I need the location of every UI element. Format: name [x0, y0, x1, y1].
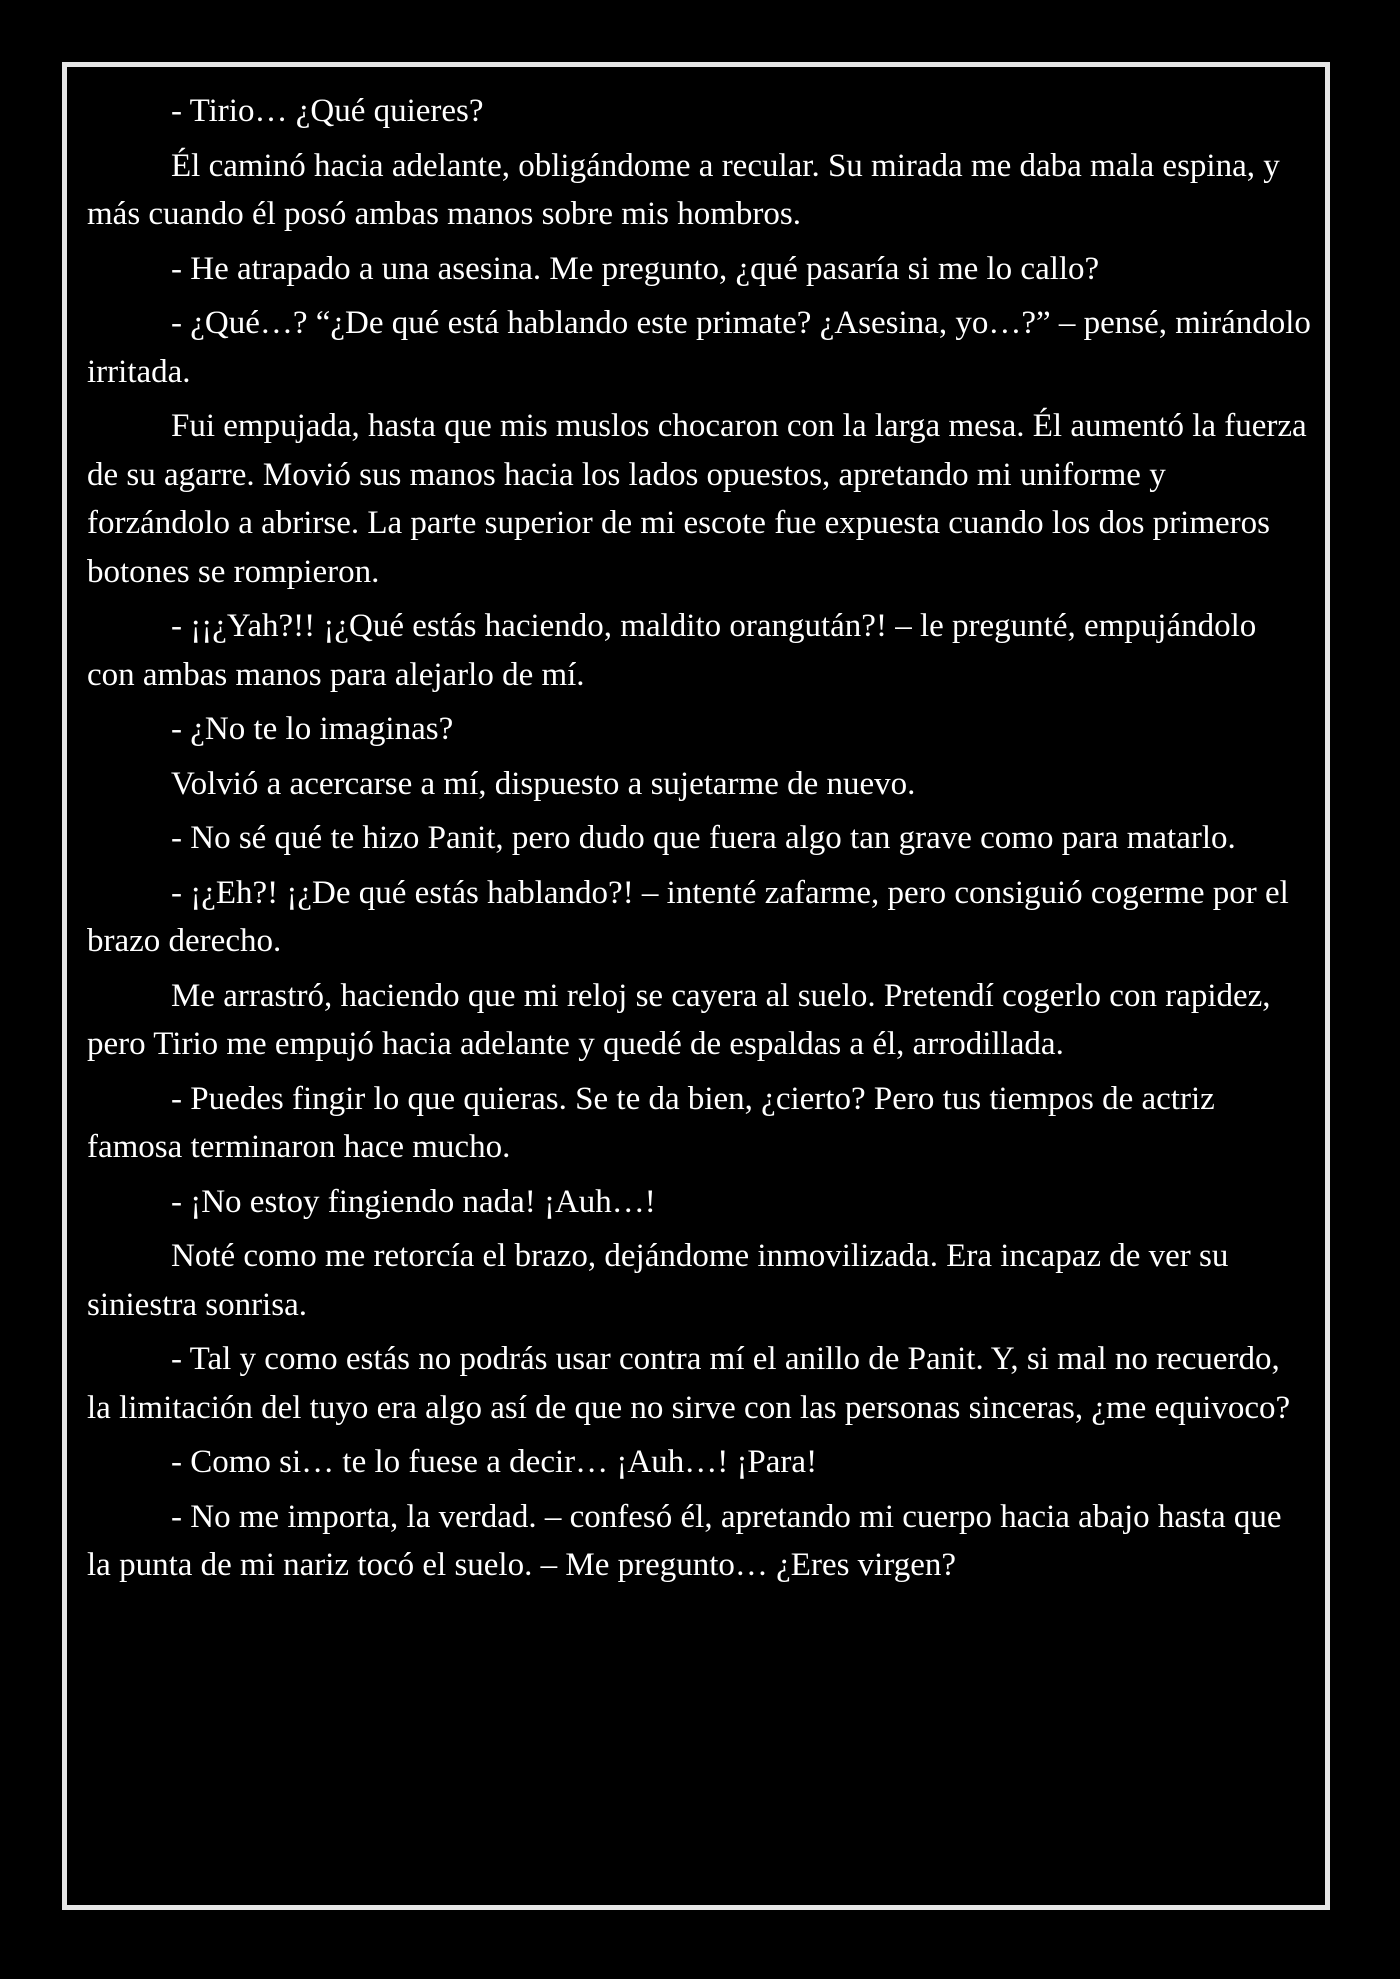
paragraph-1: - Tirio… ¿Qué quieres? — [171, 93, 484, 129]
story-text — [87, 87, 1311, 1596]
paragraph-9: - No sé qué te hizo Panit, pero dudo que fuera algo tan grave como para matarlo. — [171, 820, 1236, 856]
paragraph-16: - Como si… te lo fuese a decir… ¡Auh…! ¡Para! — [171, 1444, 818, 1480]
paragraph-11: Me arrastró, haciendo que mi reloj se cayera al suelo. Pretendí cogerlo con rapidez, pero Tirio me empujó hacia adelante y quedé de espaldas a él, arrodillada. — [87, 977, 1271, 1062]
paragraph-15: - Tal y como estás no podrás usar contra mí el anillo de Panit. Y, si mal no recuerdo, la limitación del tuyo era algo así de que no sirve con las personas sinceras, ¿me equivoco? — [87, 1341, 1291, 1426]
paragraph-8: Volvió a acercarse a mí, dispuesto a sujetarme de nuevo. — [171, 765, 916, 802]
paragraph-7: - ¿No te lo imaginas? — [171, 711, 454, 747]
paragraph-17: - No me importa, la verdad. – confesó él, apretando mi cuerpo hacia abajo hasta que la punta de mi nariz tocó el suelo. – Me pregunto… ¿Eres virgen? — [87, 1498, 1282, 1583]
paragraph-5: Fui empujada, hasta que mis muslos chocaron con la larga mesa. Él aumentó la fuerza de su agarre. Movió sus manos hacia los lados opuestos, apretando mi uniforme y forzándolo a abrirse. La parte superior de mi escote fue expuesta cuando los dos primeros botones se rompieron. — [87, 408, 1307, 590]
paragraph-6: - ¡¡¿Yah?!! ¡¿Qué estás haciendo, maldito orangután?! – le pregunté, empujándolo con ambas manos para alejarlo de mí. — [87, 608, 1257, 693]
paragraph-14: Noté como me retorcía el brazo, dejándome inmovilizada. Era incapaz de ver su siniestra sonrisa. — [87, 1238, 1229, 1323]
paragraph-12: - Puedes fingir lo que quieras. Se te da bien, ¿cierto? Pero tus tiempos de actriz famosa terminaron hace mucho. — [87, 1080, 1215, 1165]
paragraph-2: Él caminó hacia adelante, obligándome a recular. Su mirada me daba mala espina, y más cuando él posó ambas manos sobre mis hombros. — [87, 147, 1280, 232]
paragraph-4: - ¿Qué…? “¿De qué está hablando este primate? ¿Asesina, yo…?” – pensé, mirándolo irritada. — [87, 305, 1311, 390]
paragraph-10: - ¡¿Eh?! ¡¿De qué estás hablando?! – intenté zafarme, pero consiguió cogerme por el brazo derecho. — [87, 874, 1289, 959]
page-frame — [62, 62, 1330, 1910]
paragraph-13: - ¡No estoy fingiendo nada! ¡Auh…! — [171, 1183, 656, 1220]
paragraph-3: - He atrapado a una asesina. Me pregunto, ¿qué pasaría si me lo callo? — [171, 250, 1100, 287]
